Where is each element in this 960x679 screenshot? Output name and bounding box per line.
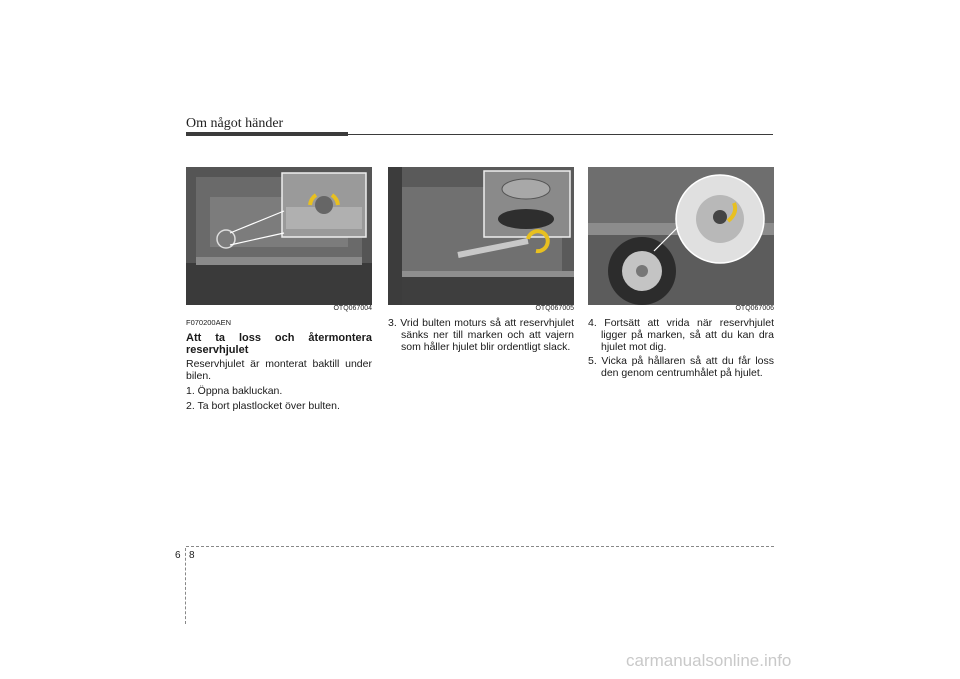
step-1: 1. Öppna bakluckan. — [186, 385, 283, 397]
figure-wrench-lowering — [388, 167, 574, 305]
figure-spare-wheel-ground — [588, 167, 774, 305]
figure-code-1: OTQ067004 — [333, 305, 372, 312]
column-1 — [186, 317, 372, 415]
watermark: carmanualsonline.info — [626, 651, 792, 670]
figure-code-2: OTQ067005 — [535, 305, 574, 312]
figure-code-3: OTQ067006 — [735, 305, 774, 312]
section-title: Att ta loss och återmontera reservhjulet — [186, 332, 372, 356]
step-3: 3. Vrid bulten moturs så att reservhjulet sänks ner till marken och att vajern som håller hjulet blir ordentligt slack. — [388, 317, 574, 353]
footer-dashed-rule — [186, 546, 774, 547]
footer-page-number: 8 — [189, 550, 195, 561]
header-accent-bar — [186, 132, 348, 136]
column-2 — [388, 317, 574, 355]
step-4: 4. Fortsätt att vrida när reservhjulet ligger på marken, så att du kan dra hjulet mot dig. — [588, 317, 774, 353]
intro-paragraph: Reservhjulet är monterat baktill under bilen. — [186, 358, 372, 382]
step-2: 2. Ta bort plastlocket över bulten. — [186, 400, 340, 412]
footer-section-number: 6 — [175, 550, 181, 561]
section-code: F070200AEN — [186, 318, 232, 327]
footer-vertical-rule — [185, 548, 186, 624]
step-5: 5. Vicka på hållaren så att du får loss den genom centrumhålet på hjulet. — [588, 355, 774, 379]
header-rule — [348, 134, 773, 135]
column-3 — [588, 317, 774, 381]
figure-trunk-bolt-cover — [186, 167, 372, 305]
page-header-title: Om något händer — [186, 116, 284, 131]
